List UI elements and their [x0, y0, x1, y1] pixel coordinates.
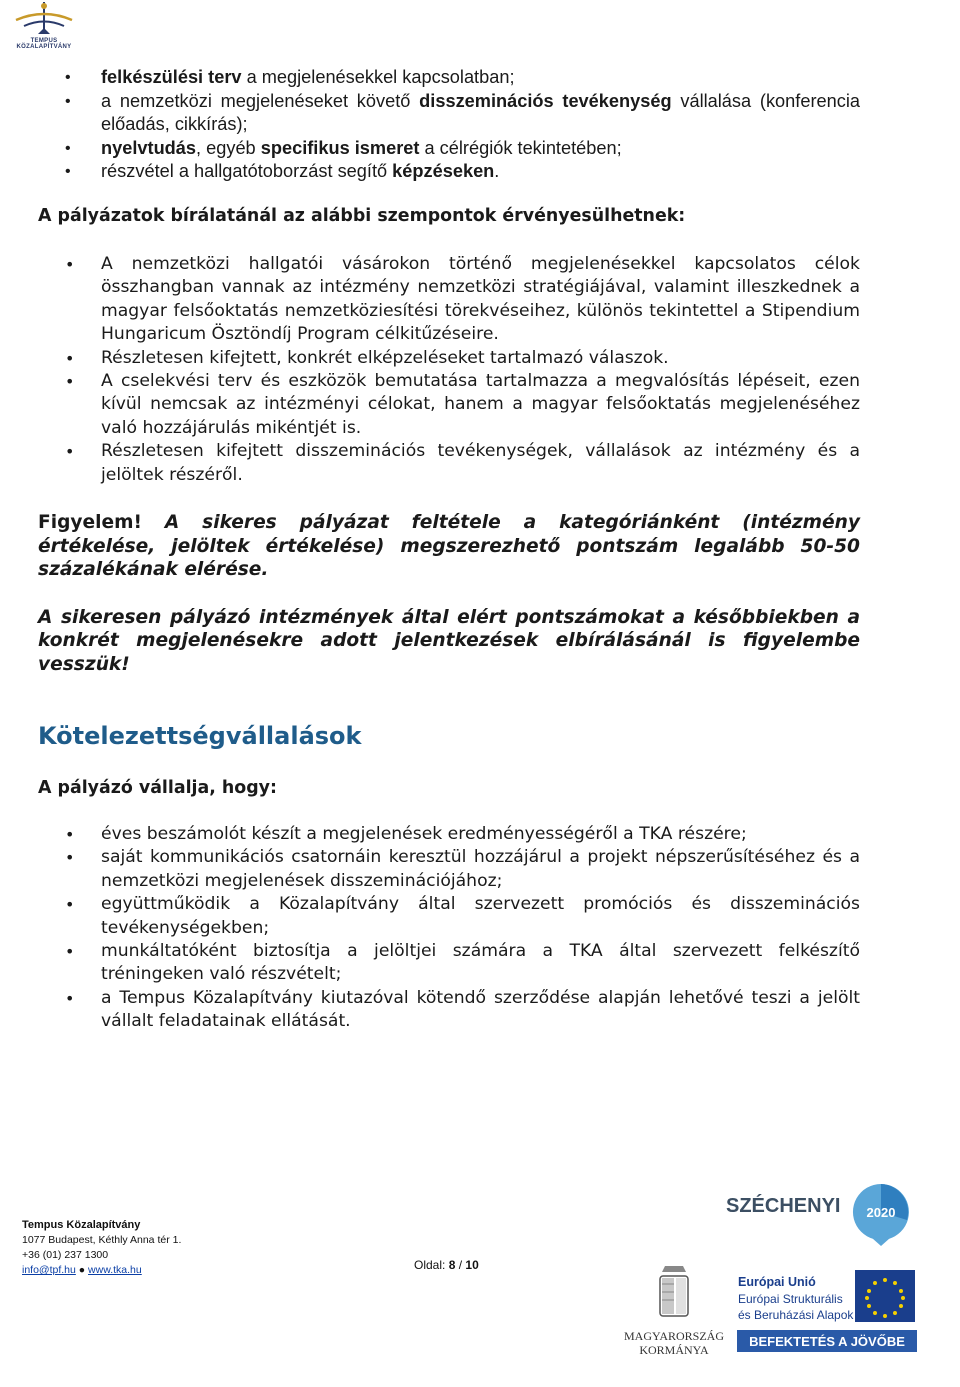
tempus-emblem-icon [4, 0, 84, 40]
list-item: • együttműködik a Közalapítvány által szervezett promóciós és disszeminációs tevékenységekben; [38, 893, 860, 940]
eu-flag-icon [855, 1270, 915, 1322]
commitment-heading: A pályázó vállalja, hogy: [38, 778, 277, 799]
main-content [38, 66, 860, 1034]
svg-text:és Beruházási Alapok: és Beruházási Alapok [738, 1308, 854, 1322]
list-item: • a nemzetközi megjelenéseket követő disszeminációs tevékenység vállalása (konferencia előadás, cikkírás); [38, 90, 860, 137]
svg-text:KORMÁNYA: KORMÁNYA [639, 1343, 709, 1357]
svg-text:Európai Strukturális: Európai Strukturális [738, 1292, 843, 1306]
page-number: Oldal: 8 / 10 [414, 1258, 479, 1272]
list-item: • Részletesen kifejtett disszeminációs tevékenységek, vállalások az intézmény és a jelöltek részéről. [38, 440, 860, 487]
criteria-heading: A pályázatok bírálatánál az alábbi szempontok érvényesülhetnek: [38, 205, 686, 226]
szechenyi-2020-icon [726, 1182, 916, 1246]
list-item: • munkáltatóként biztosítja a jelöltjei számára a TKA által szervezett felkészítő tréningeken való részvételt; [38, 940, 860, 987]
section-title: Kötelezettségvállalások [38, 722, 362, 751]
note-paragraph: A sikeresen pályázó intézmények által elért pontszámokat a későbbiekben a konkrét megjelenésekre adott jelentkezések elbírálásánál is figyelembe vesszük! [38, 606, 860, 675]
warning-label: Figyelem! [38, 512, 142, 534]
coat-of-arms-icon [660, 1266, 688, 1316]
hungary-government-crest-icon [620, 1262, 920, 1362]
svg-text:2020: 2020 [866, 1205, 896, 1220]
tempus-logo [4, 0, 84, 48]
warning-paragraph: Figyelem! A sikeres pályázat feltétele a kategóriánként (intézmény értékelése, jelöltek értékelése) megszerezhető pontszám legalább 50-50 százalékának elérése. [38, 512, 860, 581]
email-link[interactable]: info@tpf.hu [22, 1264, 76, 1276]
svg-text:SZÉCHENYI: SZÉCHENYI [726, 1195, 841, 1217]
list-item: • A cselekvési terv és eszközök bemutatása tartalmazza a megvalósítás lépéseit, ezen kívül nemcsak az intézményi célokat, hanem a magyar felsőoktatás megjelenéséhez való hozzájárulás mikéntjét is. [38, 370, 860, 440]
list-item: • nyelvtudás, egyéb specifikus ismeret a célrégiók tekintetében; [38, 137, 860, 161]
svg-text:BEFEKTETÉS A JÖVŐBE: BEFEKTETÉS A JÖVŐBE [749, 1334, 905, 1349]
commitment-list [38, 823, 860, 1034]
list-item: • saját kommunikációs csatornáin keresztül hozzájárul a projekt népszerűsítéséhez és a nemzetközi megjelenések disszeminációjához; [38, 846, 860, 893]
tempus-logo-text: TEMPUS KÖZALAPÍTVÁNY [16, 38, 72, 50]
list-item: • A nemzetközi hallgatói vásárokon történő megjelenésekkel kapcsolatos célok összhangban vannak az intézmény nemzetközi stratégiájával, valamint illeszkednek a magyar felsőoktatás nemzetköziesítési törekvéseihez, különös tekintettel a Stipendium Hungaricum Ösztöndíj Program célkitűzéseire. [38, 253, 860, 347]
footer-contact [22, 1218, 181, 1278]
web-link[interactable]: www.tka.hu [88, 1264, 142, 1276]
list-item: • felkészülési terv a megjelenésekkel kapcsolatban; [38, 66, 860, 90]
szechenyi-2020-logo [726, 1182, 916, 1246]
list-item: • éves beszámolót készít a megjelenések eredményességéről a TKA részére; [38, 823, 860, 846]
list-item: • Részletesen kifejtett, konkrét elképzeléseket tartalmazó válaszok. [38, 347, 860, 370]
list-item: • a Tempus Közalapítvány kiutazóval kötendő szerződése alapján lehetővé teszi a jelölt vállalt feladatainak ellátását. [38, 987, 860, 1034]
funding-logos [620, 1262, 920, 1362]
svg-text:MAGYARORSZÁG: MAGYARORSZÁG [623, 1329, 725, 1343]
footer-address: 1077 Budapest, Kéthly Anna tér 1. [22, 1234, 182, 1246]
requirements-list [38, 66, 860, 184]
footer-org: Tempus Közalapítvány [22, 1219, 141, 1231]
criteria-list [38, 253, 860, 487]
footer-phone: +36 (01) 237 1300 [22, 1249, 109, 1261]
footer-separator: ● [75, 1264, 89, 1276]
svg-text:Európai Unió: Európai Unió [738, 1275, 816, 1289]
list-item: • részvétel a hallgatótoborzást segítő képzéseken. [38, 160, 860, 184]
